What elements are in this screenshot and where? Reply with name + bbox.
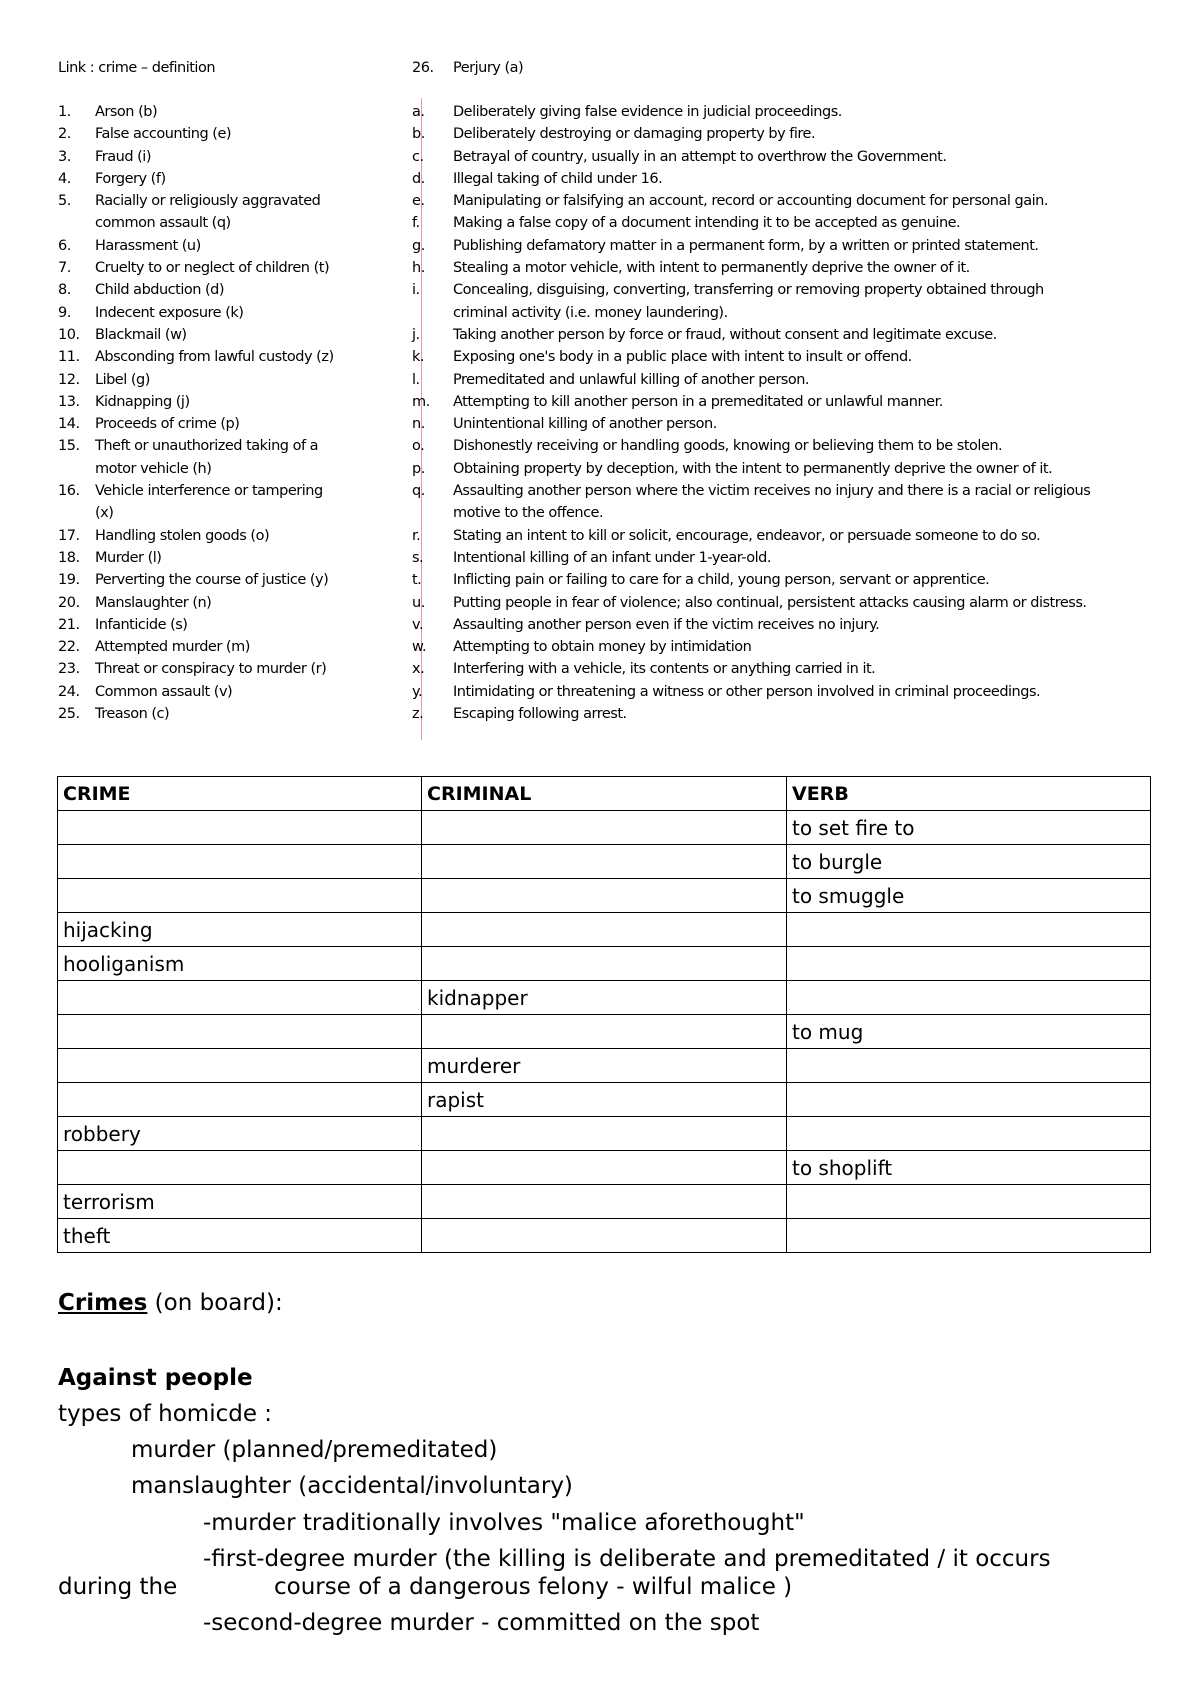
table-row [58, 1151, 1151, 1185]
table-header-row [58, 777, 1151, 811]
crime-number: 18. [58, 549, 80, 566]
criminal-cell [422, 1151, 787, 1185]
definition-item [412, 235, 1152, 257]
crime-cell [58, 1083, 422, 1117]
definition-item [412, 658, 1152, 680]
crime-name: Forgery (f) [95, 170, 166, 187]
crime-item [58, 703, 388, 725]
verb-cell [787, 913, 1151, 947]
definition-item [412, 190, 1152, 212]
definition-letter: p. [412, 460, 425, 477]
table-row [58, 1015, 1151, 1049]
criminal-cell [422, 947, 787, 981]
crime-number: 9. [58, 304, 71, 321]
crime-item [58, 413, 388, 435]
crime-number: 15. [58, 438, 80, 455]
column-header-criminal: CRIMINAL [422, 777, 787, 811]
definition-item [412, 636, 1152, 658]
crime-item [58, 346, 388, 368]
crime-item [58, 324, 388, 346]
crime-item [58, 302, 388, 324]
definition-letter: v. [412, 616, 424, 633]
definition-text: Dishonestly receiving or handling goods, knowing or believing them to be stolen. [453, 438, 1003, 455]
criminal-cell [422, 1185, 787, 1219]
table-row [58, 811, 1151, 845]
definition-item [412, 391, 1152, 413]
crime-name: Handling stolen goods (o) [95, 527, 270, 544]
first-degree-during: during the [58, 1574, 178, 1600]
verb-cell [787, 947, 1151, 981]
definition-text: Interfering with a vehicle, its contents or anything carried in it. [453, 661, 876, 678]
definition-item [412, 569, 1152, 591]
crime-name: False accounting (e) [95, 126, 232, 143]
crime-number: 17. [58, 527, 80, 544]
definition-text: Assaulting another person even if the victim receives no injury. [453, 616, 880, 633]
definition-text: Making a false copy of a document intending it to be accepted as genuine. [453, 215, 961, 232]
crime-item [58, 101, 388, 123]
murder-line: murder (planned/premeditated) [131, 1437, 498, 1463]
table-row [58, 1185, 1151, 1219]
verb-cell [787, 1117, 1151, 1151]
crime-number: 5. [58, 193, 71, 210]
crime-number: 1. [58, 104, 71, 120]
crime-name: Racially or religiously aggravated [95, 193, 321, 210]
crime-number: 23. [58, 661, 80, 678]
criminal-cell [422, 845, 787, 879]
definition-letter: g. [412, 237, 425, 254]
crime-name: Fraud (i) [95, 148, 151, 165]
crime-item [58, 190, 388, 235]
definition-list [412, 101, 1152, 725]
crime-item [58, 257, 388, 279]
crime-number: 14. [58, 416, 80, 433]
definition-text: Attempting to obtain money by intimidation [453, 639, 752, 656]
crime-item [58, 614, 388, 636]
crime-cell: hooliganism [58, 947, 422, 981]
crime-name: Infanticide (s) [95, 616, 188, 633]
crime-item [58, 369, 388, 391]
criminal-cell [422, 913, 787, 947]
crime-name: Threat or conspiracy to murder (r) [95, 661, 327, 678]
definition-item [412, 146, 1152, 168]
crime-name: Perjury (a) [453, 60, 524, 76]
manslaughter-line: manslaughter (accidental/involuntary) [131, 1473, 573, 1499]
second-degree-line: -second-degree murder - committed on the spot [203, 1610, 760, 1636]
verb-cell: to mug [787, 1015, 1151, 1049]
crime-item [58, 435, 388, 480]
verb-cell: to burgle [787, 845, 1151, 879]
crime-number: 25. [58, 706, 80, 723]
crime-name: Theft or unauthorized taking of a [95, 438, 319, 455]
definition-item [412, 547, 1152, 569]
definition-letter: s. [412, 549, 424, 566]
crime-item [58, 168, 388, 190]
criminal-cell [422, 1117, 787, 1151]
crime-cell [58, 1049, 422, 1083]
definition-letter: m. [412, 393, 430, 410]
definition-letter: o. [412, 438, 425, 455]
verb-cell: to smuggle [787, 879, 1151, 913]
definition-letter: k. [412, 349, 425, 366]
crime-cell [58, 879, 422, 913]
criminal-cell: rapist [422, 1083, 787, 1117]
definition-text: Obtaining property by deception, with the intent to permanently deprive the owner of it. [453, 460, 1053, 477]
table-row [58, 1219, 1151, 1253]
definition-letter: a. [412, 104, 425, 120]
crime-number: 16. [58, 483, 80, 500]
crime-item [58, 235, 388, 257]
types-of-homicide: types of homicde : [58, 1401, 273, 1427]
definition-item [412, 123, 1152, 145]
crimes-heading-suffix: (on board): [147, 1290, 283, 1316]
definition-letter: i. [412, 282, 420, 299]
definition-item [412, 346, 1152, 368]
verb-cell [787, 1219, 1151, 1253]
definition-item [412, 257, 1152, 279]
first-degree-line-2: course of a dangerous felony - wilful malice ) [274, 1574, 793, 1600]
definition-text: Inflicting pain or failing to care for a child, young person, servant or apprentice. [453, 572, 990, 589]
definition-letter: n. [412, 416, 425, 433]
crime-name: motor vehicle (h) [95, 460, 212, 477]
definition-text: Stating an intent to kill or solicit, encourage, endeavor, or persuade someone to do so. [453, 527, 1041, 544]
definition-text: Deliberately giving false evidence in judicial proceedings. [453, 104, 842, 120]
criminal-cell [422, 1219, 787, 1253]
crime-number: 19. [58, 572, 80, 589]
definition-item [412, 525, 1152, 547]
crime-name: Arson (b) [95, 104, 158, 120]
crime-number: 26. [412, 60, 434, 76]
crime-name: Child abduction (d) [95, 282, 225, 299]
crime-number: 8. [58, 282, 71, 299]
crime-cell: robbery [58, 1117, 422, 1151]
table-row [58, 913, 1151, 947]
crime-name: Absconding from lawful custody (z) [95, 349, 334, 366]
link-title: Link : crime – definition [58, 60, 216, 76]
definition-letter: d. [412, 170, 425, 187]
definition-text: Unintentional killing of another person. [453, 416, 717, 433]
definition-text: Manipulating or falsifying an account, record or accounting document for personal gain. [453, 193, 1048, 210]
crime-cell [58, 1151, 422, 1185]
crime-cell [58, 811, 422, 845]
definition-item [412, 324, 1152, 346]
definition-text: Publishing defamatory matter in a permanent form, by a written or printed statement. [453, 237, 1039, 254]
crime-number: 2. [58, 126, 71, 143]
malice-line: -murder traditionally involves "malice aforethought" [203, 1510, 805, 1536]
crime-number: 4. [58, 170, 71, 187]
criminal-cell [422, 811, 787, 845]
definition-letter: j. [412, 326, 420, 343]
definition-letter: u. [412, 594, 425, 611]
definition-letter: e. [412, 193, 425, 210]
verb-cell [787, 981, 1151, 1015]
definition-text: Illegal taking of child under 16. [453, 170, 663, 187]
definition-item [412, 681, 1152, 703]
definition-letter: f. [412, 215, 420, 232]
definition-item [412, 168, 1152, 190]
crime-item [58, 123, 388, 145]
crime-name: Kidnapping (j) [95, 393, 190, 410]
definition-item [412, 480, 1152, 525]
table-row [58, 1049, 1151, 1083]
crime-item [58, 636, 388, 658]
definition-text: motive to the offence. [453, 505, 604, 522]
definition-text: Premeditated and unlawful killing of another person. [453, 371, 810, 388]
against-people-heading: Against people [58, 1365, 253, 1391]
definition-item [412, 592, 1152, 614]
definition-letter: t. [412, 572, 422, 589]
definition-item [412, 101, 1152, 123]
crime-cell: terrorism [58, 1185, 422, 1219]
criminal-cell: kidnapper [422, 981, 787, 1015]
crime-name: Harassment (u) [95, 237, 201, 254]
crime-number: 12. [58, 371, 80, 388]
crime-number: 20. [58, 594, 80, 611]
crime-item [58, 279, 388, 301]
verb-cell [787, 1185, 1151, 1219]
definition-text: Exposing one's body in a public place with intent to insult or offend. [453, 349, 912, 366]
crime-item [58, 391, 388, 413]
definition-item [412, 279, 1152, 324]
crime-name: Perverting the course of justice (y) [95, 572, 329, 589]
column-header-crime: CRIME [58, 777, 422, 811]
crime-list [58, 101, 388, 725]
crime-cell [58, 845, 422, 879]
definition-text: Betrayal of country, usually in an attempt to overthrow the Government. [453, 148, 947, 165]
definition-letter: z. [412, 706, 424, 723]
crime-number: 3. [58, 148, 71, 165]
crime-cell [58, 1015, 422, 1049]
crime-item [58, 681, 388, 703]
definition-letter: w. [412, 639, 427, 656]
crime-name: Cruelty to or neglect of children (t) [95, 260, 330, 277]
crime-name: Indecent exposure (k) [95, 304, 244, 321]
definition-letter: c. [412, 148, 424, 165]
definition-letter: y. [412, 683, 423, 700]
definition-item [412, 212, 1152, 234]
definition-text: Stealing a motor vehicle, with intent to permanently deprive the owner of it. [453, 260, 970, 277]
crime-name: Treason (c) [95, 706, 170, 723]
verb-cell: to shoplift [787, 1151, 1151, 1185]
verb-cell [787, 1049, 1151, 1083]
crime-name: Proceeds of crime (p) [95, 416, 240, 433]
verb-cell: to set fire to [787, 811, 1151, 845]
criminal-cell [422, 1015, 787, 1049]
crime-name: Attempted murder (m) [95, 639, 250, 656]
definition-text: Concealing, disguising, converting, transferring or removing property obtained through [453, 282, 1044, 299]
definition-item [412, 614, 1152, 636]
crime-number: 10. [58, 326, 80, 343]
definition-item [412, 703, 1152, 725]
crime-table [57, 776, 1151, 1253]
definition-text: Deliberately destroying or damaging property by fire. [453, 126, 816, 143]
crime-name: Libel (g) [95, 371, 150, 388]
crime-item [58, 658, 388, 680]
definition-text: Taking another person by force or fraud, without consent and legitimate excuse. [453, 326, 997, 343]
crime-number: 6. [58, 237, 71, 254]
crime-name: Blackmail (w) [95, 326, 187, 343]
crime-number: 22. [58, 639, 80, 656]
table-row [58, 879, 1151, 913]
criminal-cell [422, 879, 787, 913]
crime-number: 21. [58, 616, 80, 633]
definition-text: Escaping following arrest. [453, 706, 627, 723]
definition-text: criminal activity (i.e. money laundering). [453, 304, 728, 321]
definition-item [412, 369, 1152, 391]
definition-letter: r. [412, 527, 421, 544]
definition-text: Intentional killing of an infant under 1-year-old. [453, 549, 771, 566]
table-row [58, 981, 1151, 1015]
crime-cell: hijacking [58, 913, 422, 947]
definition-letter: l. [412, 371, 420, 388]
crime-item [58, 569, 388, 591]
crime-cell [58, 981, 422, 1015]
definition-letter: b. [412, 126, 425, 143]
crimes-heading: Crimes [58, 1290, 148, 1316]
crime-item [58, 146, 388, 168]
definition-text: Assaulting another person where the victim receives no injury and there is a racial or religious [453, 483, 1091, 500]
verb-cell [787, 1083, 1151, 1117]
crime-number: 13. [58, 393, 80, 410]
crime-name: common assault (q) [95, 215, 231, 232]
definition-letter: x. [412, 661, 425, 678]
crime-name: Common assault (v) [95, 683, 233, 700]
table-row [58, 845, 1151, 879]
crime-name: (x) [95, 505, 114, 522]
crime-item [58, 480, 388, 525]
table-row [58, 1083, 1151, 1117]
crime-item [58, 592, 388, 614]
table-row [58, 947, 1151, 981]
crimes-heading-line [58, 1290, 283, 1316]
criminal-cell: murderer [422, 1049, 787, 1083]
crime-item [58, 547, 388, 569]
column-header-verb: VERB [787, 777, 1151, 811]
definition-item [412, 458, 1152, 480]
definition-letter: h. [412, 260, 425, 277]
crime-number: 24. [58, 683, 80, 700]
crime-name: Murder (l) [95, 549, 162, 566]
definition-item [412, 435, 1152, 457]
definition-text: Putting people in fear of violence; also continual, persistent attacks causing alarm or distress. [453, 594, 1087, 611]
table-row [58, 1117, 1151, 1151]
crime-item [58, 525, 388, 547]
definition-text: Intimidating or threatening a witness or other person involved in criminal proceedings. [453, 683, 1041, 700]
definition-item [412, 413, 1152, 435]
crime-name: Manslaughter (n) [95, 594, 212, 611]
crime-name: Vehicle interference or tampering [95, 483, 323, 500]
definition-letter: q. [412, 483, 425, 500]
first-degree-line: -first-degree murder (the killing is deliberate and premeditated / it occurs [203, 1546, 1051, 1572]
crime-number: 7. [58, 260, 71, 277]
crime-number: 11. [58, 349, 80, 366]
crime-cell: theft [58, 1219, 422, 1253]
definition-text: Attempting to kill another person in a premeditated or unlawful manner. [453, 393, 943, 410]
